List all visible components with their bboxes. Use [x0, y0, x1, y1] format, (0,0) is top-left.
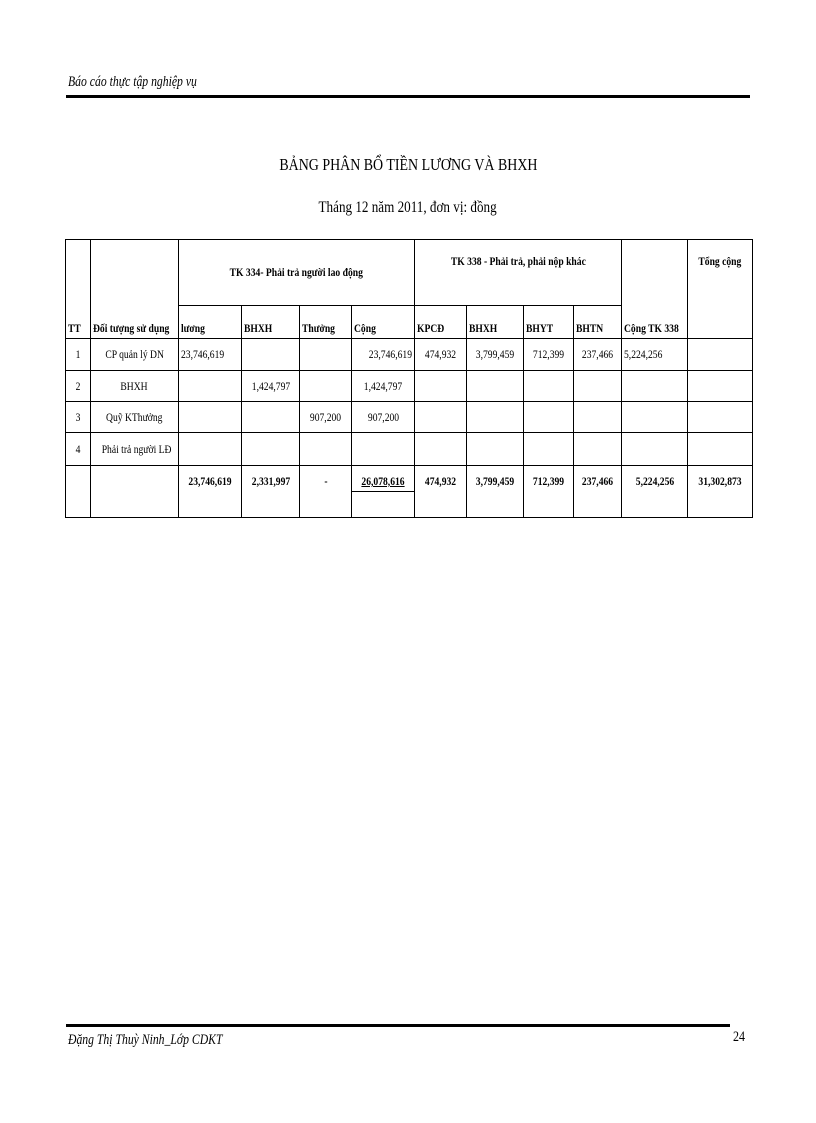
tk338-group-label: TK 338 - Phải trả, phải nộp khác	[450, 254, 586, 268]
row-bhxh334	[242, 339, 300, 371]
totals-tt	[66, 466, 91, 518]
row-bhxh334-text: 1,424,797	[251, 378, 290, 393]
row-kpcd	[415, 339, 467, 371]
row-tt	[66, 371, 91, 402]
thuong-header: Thưởng	[302, 321, 335, 335]
row-luong	[179, 402, 242, 433]
row-cong-tk338	[622, 339, 688, 371]
row-bhxh334	[242, 371, 300, 402]
totals-thuong-text: -	[323, 474, 328, 488]
row-bhyt	[524, 371, 574, 402]
row-bhxh338	[467, 339, 524, 371]
page-number: 24	[733, 1029, 745, 1045]
row-thuong	[300, 433, 352, 466]
row-cong-text: 23,746,619	[368, 347, 413, 361]
totals-bhyt-text: 712,399	[532, 474, 565, 488]
row-cong-tk338	[622, 402, 688, 433]
row-tt	[66, 433, 91, 466]
totals-bhxh338-text: 3,799,459	[475, 474, 515, 488]
totals-row	[66, 466, 753, 492]
bhxh338-header: BHXH	[469, 321, 498, 335]
row-cong-text: 907,200	[367, 409, 399, 424]
totals-grand-text: 31,302,873	[698, 474, 742, 488]
row-total	[688, 371, 753, 402]
total-header-cell	[688, 240, 753, 339]
bhxh338-header-cell	[467, 306, 524, 339]
row-luong	[179, 433, 242, 466]
row-bhxh338	[467, 433, 524, 466]
row-bhyt	[524, 339, 574, 371]
document-subtitle-text: Tháng 12 năm 2011, đơn vị: đồng	[318, 199, 498, 216]
luong-header-cell	[179, 306, 242, 339]
row-cong	[352, 339, 415, 371]
row-tt-text: 2	[75, 378, 81, 393]
tt-header-cell	[66, 240, 91, 339]
totals-cong-tk338	[622, 466, 688, 518]
row-cong-tk338	[622, 371, 688, 402]
row-subject	[91, 339, 179, 371]
row-thuong	[300, 339, 352, 371]
thuong-header-cell	[300, 306, 352, 339]
row-luong	[179, 371, 242, 402]
row-subject	[91, 402, 179, 433]
row-bhtn	[574, 433, 622, 466]
table-group-header-row	[66, 240, 753, 306]
bhxh334-header-cell	[242, 306, 300, 339]
kpcd-header-cell	[415, 306, 467, 339]
row-bhyt	[524, 402, 574, 433]
row-subject-text: Quỹ KThưởng	[106, 409, 163, 424]
row-subject	[91, 371, 179, 402]
subject-header: Đối tượng sử dụng	[93, 321, 170, 335]
row-kpcd	[415, 402, 467, 433]
row-cong-tk338-text: 5,224,256	[624, 347, 663, 361]
document-title-text: BẢNG PHÂN BỔ TIỀN LƯƠNG VÀ BHXH	[278, 155, 538, 174]
tt-header: TT	[68, 321, 81, 335]
row-thuong	[300, 402, 352, 433]
row-luong-text: 23,746,619	[181, 347, 225, 361]
salary-allocation-table	[65, 239, 753, 518]
bhyt-header: BHYT	[526, 321, 554, 335]
totals-bhyt	[524, 466, 574, 518]
row-thuong-text: 907,200	[309, 409, 342, 424]
row-bhtn	[574, 371, 622, 402]
row-cong-tk338	[622, 433, 688, 466]
row-kpcd	[415, 433, 467, 466]
row-tt	[66, 339, 91, 371]
totals-subject	[91, 466, 179, 518]
totals-cong-lower	[352, 492, 415, 518]
bhtn-header-cell	[574, 306, 622, 339]
row-bhxh338	[467, 402, 524, 433]
row-subject-text: BHXH	[120, 378, 149, 393]
row-bhxh334	[242, 433, 300, 466]
cong-header: Cộng	[354, 321, 376, 335]
row-tt-text: 1	[75, 347, 81, 361]
report-header: Báo cáo thực tập nghiệp vụ	[68, 74, 197, 90]
tk334-group-header	[179, 240, 415, 306]
totals-kpcd-text: 474,932	[424, 474, 457, 488]
row-bhxh338	[467, 371, 524, 402]
row-total	[688, 433, 753, 466]
footer-divider	[66, 1024, 730, 1027]
row-kpcd	[415, 371, 467, 402]
cong-header-cell	[352, 306, 415, 339]
row-total	[688, 402, 753, 433]
table-row	[66, 339, 753, 371]
row-bhtn-text: 237,466	[581, 347, 614, 361]
totals-grand	[688, 466, 753, 518]
row-tt-text: 3	[75, 409, 81, 424]
document-title	[0, 155, 816, 175]
row-bhxh334	[242, 402, 300, 433]
totals-bhtn-text: 237,466	[581, 474, 614, 488]
totals-bhxh334	[242, 466, 300, 518]
totals-bhxh338	[467, 466, 524, 518]
row-cong	[352, 402, 415, 433]
totals-luong	[179, 466, 242, 518]
cong-tk338-header: Cộng TK 338	[624, 321, 679, 335]
totals-bhtn	[574, 466, 622, 518]
totals-luong-text: 23,746,619	[188, 474, 232, 488]
row-bhyt-text: 712,399	[532, 347, 565, 361]
row-tt	[66, 402, 91, 433]
row-subject-text: Phải trả người LĐ	[101, 441, 172, 456]
totals-cong	[352, 466, 415, 492]
row-cong	[352, 371, 415, 402]
table-row	[66, 371, 753, 402]
total-header: Tổng cộng	[698, 254, 742, 268]
bhxh334-header: BHXH	[244, 321, 273, 335]
row-kpcd-text: 474,932	[424, 347, 457, 361]
row-bhtn	[574, 339, 622, 371]
document-subtitle	[0, 199, 816, 217]
row-luong	[179, 339, 242, 371]
header-divider	[66, 95, 750, 98]
totals-thuong	[300, 466, 352, 518]
row-bhtn	[574, 402, 622, 433]
row-subject-text: CP quản lý DN	[105, 347, 164, 361]
kpcd-header: KPCĐ	[417, 321, 445, 335]
row-bhxh338-text: 3,799,459	[475, 347, 515, 361]
row-thuong	[300, 371, 352, 402]
luong-header: lương	[181, 321, 205, 335]
bhtn-header: BHTN	[576, 321, 604, 335]
totals-kpcd	[415, 466, 467, 518]
row-subject	[91, 433, 179, 466]
row-tt-text: 4	[75, 441, 81, 456]
table-row	[66, 402, 753, 433]
bhyt-header-cell	[524, 306, 574, 339]
tk338-group-header	[415, 240, 622, 306]
row-total	[688, 339, 753, 371]
row-bhyt	[524, 433, 574, 466]
footer-author: Đặng Thị Thuỳ Ninh_Lớp CDKT	[68, 1032, 223, 1048]
totals-bhxh334-text: 2,331,997	[251, 474, 290, 488]
tk334-group-label: TK 334- Phải trả người lao động	[229, 265, 364, 279]
subject-header-cell	[91, 240, 179, 339]
table-row	[66, 433, 753, 466]
cong-tk338-header-cell	[622, 240, 688, 339]
row-cong-text: 1,424,797	[363, 378, 403, 393]
totals-cong-tk338-text: 5,224,256	[635, 474, 674, 488]
row-cong	[352, 433, 415, 466]
totals-cong-text: 26,078,616	[361, 474, 405, 488]
